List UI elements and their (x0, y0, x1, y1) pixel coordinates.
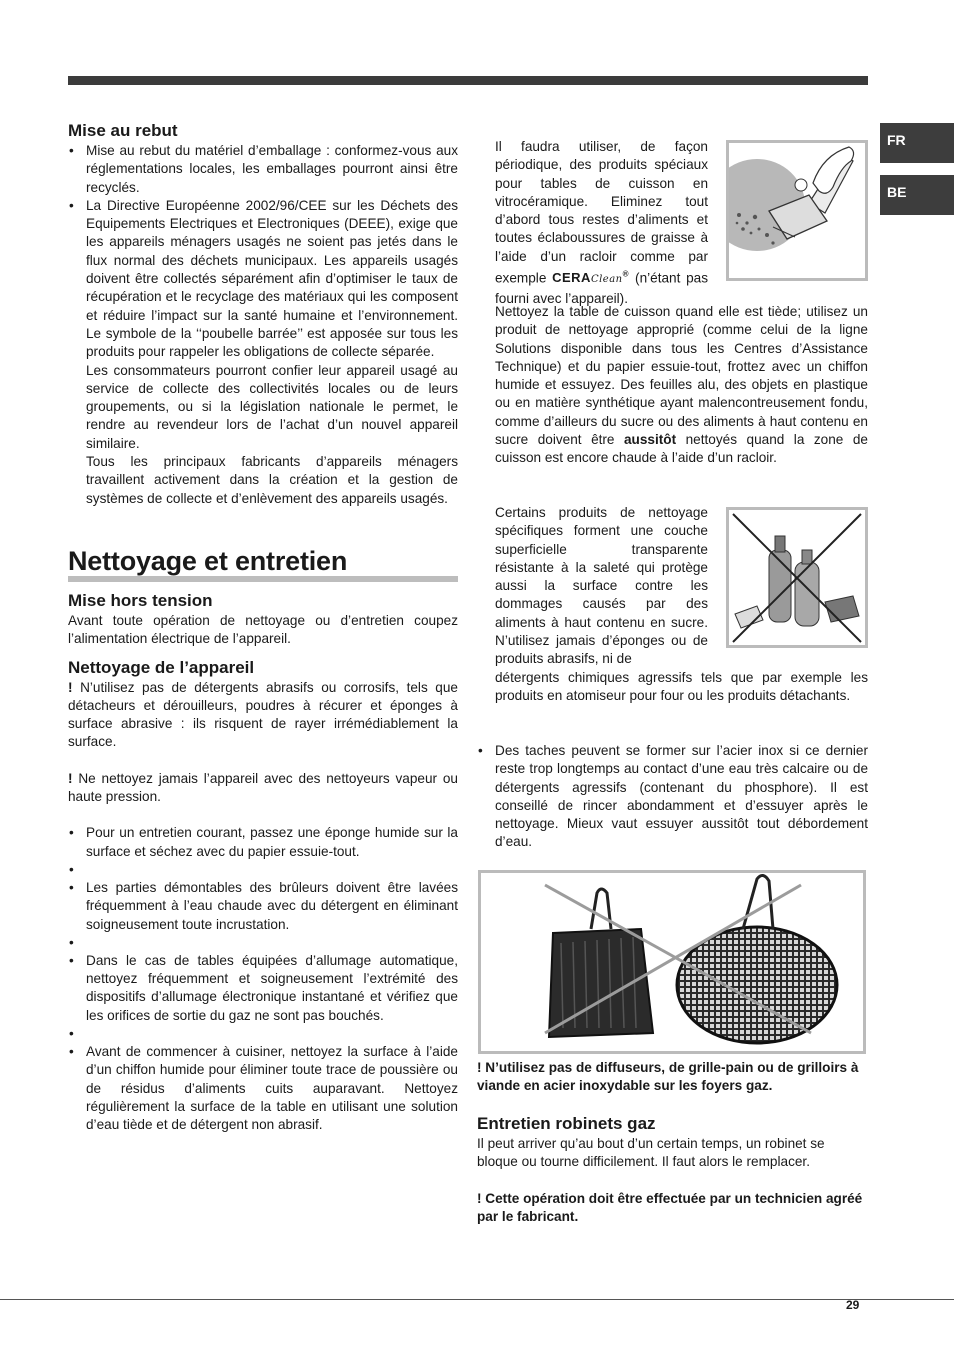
scraper-icon (729, 143, 865, 278)
list-item: • Pour un entretien courant, passez une éponge humide sur la surface et séchez avec du papier essuie-tout. (68, 824, 458, 861)
products-text: Certains produits de nettoyage spécifiques forment une couche superficielle transparente résistante à la saleté qui protège aussi la surface contre les dommages causés par des aliments à haut contenu en sucre. N’utilisez jamais d’éponges ou de produits abrasifs, ni de (495, 505, 708, 667)
warning-text: ! Cette opération doit être effectuée par un technicien agréé par le fabricant. (477, 1190, 863, 1224)
section-title-mise-hors-tension: Mise hors tension (68, 590, 213, 610)
section-title-nettoyage: Nettoyage de l’appareil (68, 657, 255, 677)
paragraph: Tous les principaux fabricants d’appareils ménagers travaillent activement dans la création et la gestion de systèmes de collecte et d’enlèvement des appareils usagés. (86, 454, 458, 506)
scraper-illustration (726, 140, 868, 281)
grill-illustration (478, 870, 866, 1054)
warning-mark: ! (68, 679, 73, 695)
mise-au-rebut-list (68, 142, 458, 362)
products-text-continued: détergents chimiques agressifs tels que par exemple les produits en atomiseur pour four ou les produits détachants. (495, 670, 868, 704)
warning-text: ! N’utilisez pas de détergents abrasifs ou corrosifs, tels que détacheurs et dérouilleurs, poudres à récurer et éponges à surface abrasive : ils risquent de rayer irrémédiablement la surface. (68, 679, 458, 750)
robinets-section (477, 1113, 868, 1226)
paragraph: Avant toute opération de nettoyage ou d’entretien coupez l’alimentation électrique de l’appareil. (68, 612, 458, 647)
lang-tab-be[interactable]: BE (880, 175, 954, 215)
section-title-mise-au-rebut: Mise au rebut (68, 121, 178, 140)
cera-logo: CERAClean® (552, 270, 630, 286)
inox-list (477, 742, 868, 852)
section-title-robinets: Entretien robinets gaz (477, 1114, 656, 1133)
list-item: • Dans le cas de tables équipées d’allumage automatique, nettoyez fréquemment et soigneusement l’extrémité des dispositifs d’allumage électronique instantané et vérifiez que les orifices de sortie du gaz ne sont pas bouchés. (68, 952, 458, 1025)
header-bar (68, 76, 868, 85)
list-item: • Avant de commencer à cuisiner, nettoyez la surface à l’aide d’un chiffon humide pour éliminer toute trace de poussière ou de résidus d’aliments cuits auparavant. Nettoyez régulièrement la surface de la table en utilisant une solution d’eau tiède et de détergent non abrasif. (68, 1043, 458, 1134)
forbidden-products-illustration (726, 507, 868, 648)
vitroceramic-text: Il faudra utiliser, de façon périodique, des produits spéciaux pour tables de cuisson en vitrocéramique. Eliminez tout d’abord tous restes d’aliments et toutes éclaboussures de graisse à l’aide d’un racloir comme par exemple CERAClean® (n’étant pas fourni avec l’appareil). (495, 139, 708, 306)
cleaning-text: Nettoyez la table de cuisson quand elle est tiède; utilisez un produit de nettoyage approprié (comme celui de la ligne Solutions disponible dans tous les Centres d’Assistance Technique) et du papier essuie-tout, frottez avec un chiffon humide et essuyez. Des feuilles alu, des objets en plastique ou en matière synthétique ayant malencontreusement fondu, comme d’ailleurs du sucre ou des aliments à haut contenu en sucre doivent être aussitôt nettoyés quand la zone de cuisson est encore chaude à l’aide d’un racloir. (495, 304, 868, 466)
diffuser-warning: ! N’utilisez pas de diffuseurs, de grille-pain ou de grilloirs à viande en acier inoxydable sur les foyers gaz. (477, 1060, 859, 1094)
left-column (68, 120, 458, 1134)
nettoyage-list (68, 824, 458, 1134)
list-item: • La Directive Européenne 2002/96/CEE sur les Déchets des Equipements Electriques et Electroniques (DEEE), exige que les appareils ménagers usagés ne soient pas jetés dans le flux normal des déchets municipaux. Les appareils usagés doivent être collectés séparément afin d’optimiser le taux de récupération et le recyclage des matériaux qui les composent et réduire l’impact sur la santé humaine et l’environnement. Le symbole de la ‘‘poubelle barrée’’ est apposée sur tous les produits pour rappeler les obligations de collecte séparée. (68, 197, 458, 362)
list-item: • Mise au rebut du matériel d’emballage : conformez-vous aux réglementations locales, les emballages pourront ainsi être recyclés. (68, 142, 458, 197)
list-item: • Les parties démontables des brûleurs doivent être lavées fréquemment à l’eau chaude avec du détergent en éliminant soigneusement toute incrustation. (68, 879, 458, 934)
paragraph: Il peut arriver qu’au bout d’un certain temps, un robinet se bloque ou tourne difficilement. Il faut alors le remplacer. (477, 1136, 825, 1170)
paragraph: Les consommateurs pourront confier leur appareil usagé au service de collecte des collectivités locales ou de leurs groupements, ou si la législation nationale le permet, le rendre au revendeur lors de l’achat d’un nouvel appareil similaire. (86, 362, 458, 451)
grill-pans-icon (481, 873, 863, 1051)
page-number: 29 (846, 1298, 860, 1312)
page-title: Nettoyage et entretien (68, 546, 458, 582)
lang-tab-fr[interactable]: FR (880, 123, 954, 163)
warning-text: ! Ne nettoyez jamais l’appareil avec des nettoyeurs vapeur ou haute pression. (68, 770, 458, 805)
footer-rule (0, 1299, 954, 1300)
warning-mark: ! (68, 770, 73, 786)
forbidden-products-icon (729, 510, 865, 645)
list-item: • Des taches peuvent se former sur l’acier inox si ce dernier reste trop longtemps au contact d’une eau très calcaire ou de détergents agressifs (contenant du phosphore). Il est conseillé de rincer abondamment et d’essuyer après le nettoyage. Mieux vaut essuyer aussitôt tout débordement d’eau. (477, 742, 868, 852)
